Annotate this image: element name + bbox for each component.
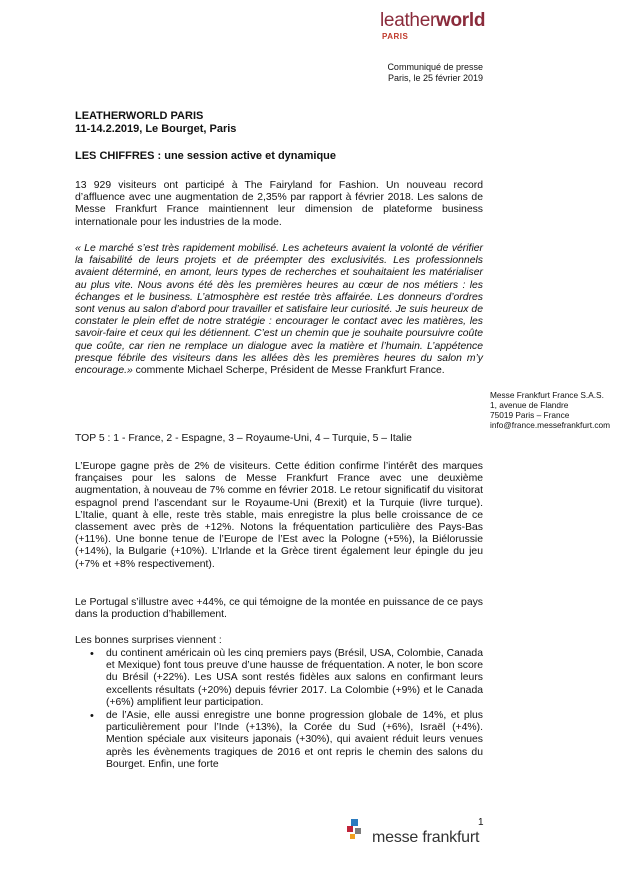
- press-release-header: [387, 62, 483, 84]
- europe-paragraph: L’Europe gagne près de 2% de visiteurs. Cette édition confirme l’intérêt des marques françaises pour les salons de Messe Frankfurt France avec une deuxième augmentation, à nouveau de 7% comme en février 2018. Le retour significatif du visitorat espagnol prend l’ascendant sur le Royaume-Uni (Brexit) et la Turquie (livre turque). L’Italie, quant à elle, reste très stable, mais enregistre la plus belle croissance de ce classement avec près de +12%. Notons la fréquentation particulière des Pays-Bas (+11%). Une bonne tenue de l’Europe de l’Est avec la Pologne (+5%), la Biélorussie (+14%), la Bulgarie (+10%). L’Irlande et la Grèce tirent également leur épingle du jeu (+7% et +8% respectivement).: [75, 461, 483, 570]
- event-dates-location: 11-14.2.2019, Le Bourget, Paris: [75, 123, 237, 135]
- portugal-paragraph: Le Portugal s’illustre avec +44%, ce qui témoigne de la montée en puissance de ce pays dans la production d’habillement.: [75, 597, 483, 621]
- surprises-intro: Les bonnes surprises viennent :: [75, 635, 222, 646]
- company-email[interactable]: info@france.messefrankfurt.com: [490, 420, 611, 430]
- top5-line: TOP 5 : 1 - France, 2 - Espagne, 3 – Royaume-Uni, 4 – Turquie, 5 – Italie: [75, 433, 412, 444]
- company-street: 1, avenue de Flandre: [490, 400, 569, 410]
- company-address: [490, 390, 610, 430]
- list-item: • de l’Asie, elle aussi enregistre une bonne progression globale de 14%, et plus particulièrement pour l’Inde (+13%), la Corée du Sud (+6%), Israël (+4%). Mention spéciale aux visiteurs japonais (+30%), qui avaient réduit leurs venues après les évènements tragiques de 2016 et ont repris le chemin des salons du Bourget. Enfin, une forte: [75, 710, 483, 771]
- page-number: 1: [478, 817, 484, 828]
- logo-text-leather: leather: [380, 10, 436, 31]
- list-item: • du continent américain où les cinq premiers pays (Brésil, USA, Colombie, Canada et Mexique) font tous preuve d’une hausse de fréquentation. A noter, le bon score du Brésil (+22%). Les USA sont restés fidèles aux salons en confirmant leurs excellents résultats (+20%) depuis février 2017. La Colombie (+9%) et le Canada (+6%) amplifient leur participation.: [75, 648, 483, 709]
- company-city: 75019 Paris – France: [490, 410, 570, 420]
- logo-text-world: world: [436, 10, 486, 31]
- surprises-list: [75, 648, 483, 772]
- section-subtitle: LES CHIFFRES : une session active et dynamique: [75, 150, 337, 162]
- quote-text: « Le marché s’est très rapidement mobilisé. Les acheteurs avaient la volonté de vérifier la faisabilité de leurs projets et de préempter des exclusivités. Les professionnels avaient déterminé, en amont, leurs types de recherches et souhaitaient les matérialiser au plus vite. Nous avons été dès les premières heures au cœur de nos métiers : les échanges et le business. L’atmosphère est restée très affairée. Les donneurs d’ordres sont venus au salon d’abord pour travailler et satisfaire leur curiosité. Je suis heureux de constater le plein effet de notre stratégie : encourager le contact avec les matières, les savoir-faire et ceux qui les détiennent. C’est un chemin que je souhaite poursuivre coûte que coûte, car rien ne remplace un dialogue avec la matière et l’humain. L’appétence presque fébrile des visiteurs dans les allées dès les premières heures du salon m’y encourage.»: [75, 243, 483, 377]
- press-label: Communiqué de presse: [387, 62, 483, 72]
- messe-frankfurt-logo-text: messe frankfurt: [372, 829, 480, 846]
- event-name: LEATHERWORLD PARIS: [75, 110, 204, 122]
- quote-paragraph: [75, 243, 483, 377]
- press-date: Paris, le 25 février 2019: [387, 73, 483, 83]
- messe-frankfurt-logo-icon: [345, 817, 371, 847]
- intro-paragraph: 13 929 visiteurs ont participé à The Fairyland for Fashion. Un nouveau record d’affluence avec une augmentation de 2,35% par rapport à février 2018. Les salons de Messe Frankfurt France maintiennent leur dimension de plateforme business internationale pour les industries de la mode.: [75, 180, 483, 228]
- event-heading: [75, 110, 236, 136]
- company-name: Messe Frankfurt France S.A.S.: [490, 390, 604, 400]
- quote-attribution: commente Michael Scherpe, Président de Messe Frankfurt France.: [132, 365, 445, 377]
- logo-city: PARIS: [382, 32, 409, 41]
- leatherworld-logo: [380, 10, 485, 32]
